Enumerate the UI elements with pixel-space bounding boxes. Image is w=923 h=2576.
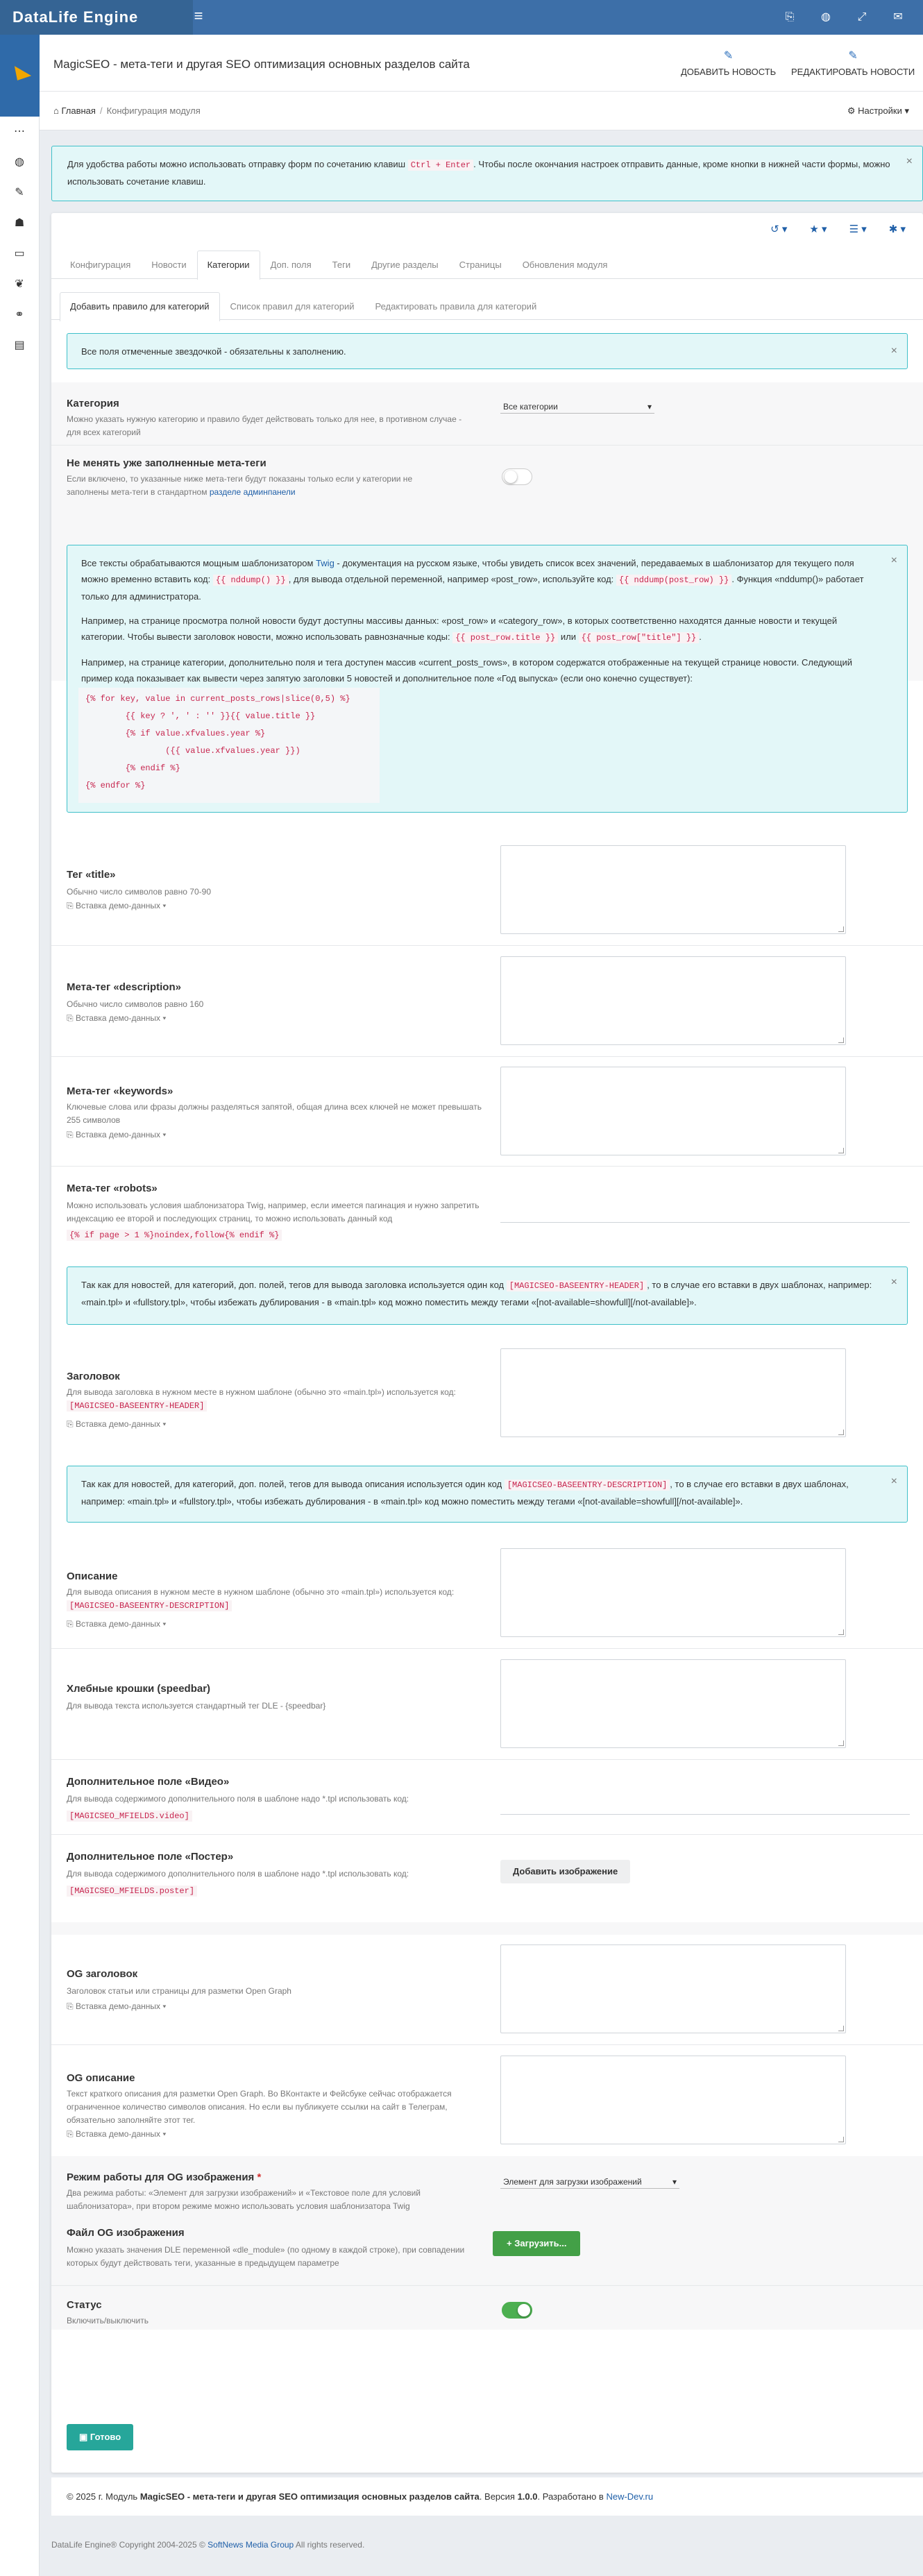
edit-icon: ✎ bbox=[723, 50, 734, 62]
top-bar bbox=[0, 0, 923, 35]
sub-tabs bbox=[51, 292, 923, 320]
mail-icon[interactable]: ✉ bbox=[893, 11, 903, 23]
og-desc-label: OG описание bbox=[67, 2072, 135, 2084]
breadcrumb-current: Конфигурация модуля bbox=[106, 105, 201, 116]
close-icon[interactable]: × bbox=[906, 155, 913, 167]
twig-link[interactable]: Twig bbox=[316, 558, 335, 568]
main-panel bbox=[51, 213, 923, 2473]
expand-icon[interactable]: ⤢ bbox=[857, 11, 867, 23]
app-logo[interactable]: DataLife Engine bbox=[0, 0, 193, 35]
top-icons bbox=[772, 0, 916, 35]
avatar[interactable] bbox=[0, 35, 40, 117]
demo-dropdown[interactable]: ⎘ Вставка демо-данных ▾ bbox=[67, 1619, 167, 1629]
more-icon[interactable]: ⋯ bbox=[14, 126, 25, 137]
section-meta: Тег «title» Обычно число символов равно 70-90 ⎘ Вставка демо-данных ▾ Мета-тег «description» Обычно число символов равно 160 ⎘ Вставка демо-данных ▾ Мета-тег «keywords» Ключевые слова или фразы должны разделяться запятой, общая длина всех ключей не может превышать 255 символов ⎘ Вставка демо-данных ▾ Мета-тег «robots» Можно использовать условия шаблонизатора Twig, например, если имеется пагинация и нужно запретить индексацию ее второй и последующих страниц, то можно использовать данный код {% if page > 1 %}noindex,follow{% endif %} bbox=[51, 834, 923, 1743]
main-tabs bbox=[51, 251, 923, 279]
keywords-textarea[interactable] bbox=[500, 1067, 846, 1155]
breadcrumb: ⌂ Главная / Конфигурация модуля ⚙ Настройки ▾ bbox=[40, 92, 923, 130]
gear-icon[interactable]: ✱ ▾ bbox=[888, 223, 906, 235]
save-icon: ▣ bbox=[79, 2432, 90, 2442]
status-toggle[interactable] bbox=[502, 2302, 532, 2319]
add-image-button[interactable]: Добавить изображение bbox=[500, 1860, 630, 1883]
og-title-textarea[interactable] bbox=[500, 1944, 846, 2033]
tab-categories[interactable]: Категории bbox=[197, 251, 260, 280]
breadcrumb-home[interactable]: Главная bbox=[61, 105, 96, 116]
settings-dropdown[interactable]: ⚙ Настройки ▾ bbox=[847, 105, 909, 116]
copyright-bar: © 2025 г. Модуль MagicSEO - мета-теги и другая SEO оптимизация основных разделов сайта. Версия 1.0.0. Разработано в New-Dev.ru bbox=[51, 2477, 923, 2516]
star-icon[interactable]: ★ ▾ bbox=[809, 223, 827, 235]
og-file-label: Файл OG изображения bbox=[67, 2227, 185, 2239]
panel-toolbar bbox=[770, 223, 906, 235]
category-label: Категория bbox=[67, 398, 119, 409]
page-title: MagicSEO - мета-теги и другая SEO оптимизация основных разделов сайта bbox=[53, 58, 470, 71]
demo-dropdown[interactable]: ⎘ Вставка демо-данных ▾ bbox=[67, 1130, 167, 1139]
demo-dropdown[interactable]: ⎘ Вставка демо-данных ▾ bbox=[67, 1013, 167, 1023]
og-mode-select[interactable]: Элемент для загрузки изображений ▾ bbox=[500, 2176, 679, 2189]
menu-toggle-icon[interactable]: ≡ bbox=[194, 7, 203, 24]
close-icon[interactable]: × bbox=[890, 554, 897, 566]
close-icon[interactable]: × bbox=[890, 1276, 897, 1288]
user-icon[interactable]: ☗ bbox=[14, 217, 25, 229]
description-textarea[interactable] bbox=[500, 956, 846, 1045]
title-textarea[interactable] bbox=[500, 845, 846, 934]
close-icon[interactable]: × bbox=[890, 1475, 897, 1487]
heading-textarea[interactable] bbox=[500, 1348, 846, 1437]
globe-icon[interactable]: ◍ bbox=[15, 156, 24, 168]
heading-label: Заголовок bbox=[67, 1371, 120, 1382]
card-icon[interactable]: ▤ bbox=[14, 339, 25, 351]
company-link[interactable]: SoftNews Media Group bbox=[208, 2540, 294, 2550]
robots-input[interactable] bbox=[500, 1209, 910, 1223]
desc-field-label: Описание bbox=[67, 1570, 118, 1582]
section-og-image: Режим работы для OG изображения * Два режима работы: «Элемент для загрузки изображений» и «Текстовое поле для условий шаблонизатора», при втором режиме можно использовать условия шаблонизатора Twig Элемент для загрузки изображений ▾ Файл OG изображения Можно указать значения DLE переменной «dle_module» (по одному в каждой строке), при совпадении которых будут действовать теги, указанные в предыдущем параметре + Загрузить... Статус Включить/выключить bbox=[51, 2156, 923, 2330]
gear-icon: ⚙ bbox=[847, 105, 858, 116]
tab-xfields[interactable]: Доп. поля bbox=[270, 260, 312, 270]
edit-icon: ✎ bbox=[848, 50, 858, 62]
admin-section-link[interactable]: разделе админпанели bbox=[209, 487, 296, 497]
clear-cache-icon[interactable]: ⎘ bbox=[785, 11, 795, 23]
tab-config[interactable]: Конфигурация bbox=[70, 260, 131, 270]
demo-dropdown[interactable]: ⎘ Вставка демо-данных ▾ bbox=[67, 2001, 167, 2011]
og-desc-textarea[interactable] bbox=[500, 2056, 846, 2144]
page-header bbox=[40, 35, 923, 92]
list-icon[interactable]: ☰ ▾ bbox=[849, 223, 867, 235]
edit-news-button[interactable]: ✎ РЕДАКТИРОВАТЬ НОВОСТИ bbox=[791, 50, 915, 77]
save-button[interactable]: ▣ Готово bbox=[67, 2424, 133, 2450]
twig-code-sample: {% for key, value in current_posts_rows|slice(0,5) %} {{ key ? ', ' : '' }}{{ value.title }} {% if value.xfvalues.year %} ({{ value.xfvalues.year }}) {% endif %} {% endfor %} bbox=[78, 688, 380, 803]
keywords-label: Мета-тег «keywords» bbox=[67, 1085, 173, 1097]
keep-meta-toggle[interactable] bbox=[502, 468, 532, 485]
demo-dropdown[interactable]: ⎘ Вставка демо-данных ▾ bbox=[67, 1419, 167, 1429]
category-desc: Можно указать нужную категорию и правило будет действовать только для нее, в противном случае - для всех категорий bbox=[67, 414, 462, 437]
footer: DataLife Engine® Copyright 2004-2025 © SoftNews Media Group All rights reserved. bbox=[51, 2540, 365, 2550]
home-icon: ⌂ bbox=[53, 105, 62, 116]
leaf-icon[interactable]: ❦ bbox=[15, 278, 24, 290]
speedbar-label: Хлебные крошки (speedbar) bbox=[67, 1683, 211, 1695]
status-label: Статус bbox=[67, 2299, 102, 2311]
section-heading: Заголовок Для вывода заголовка в нужном месте в нужном шаблоне (обычно это «main.tpl») используется код: [MAGICSEO-BASEENTRY-HEADER] ⎘ Вставка демо-данных ▾ bbox=[51, 1341, 923, 1446]
link-icon[interactable]: ⚭ bbox=[15, 309, 24, 321]
subtab-list[interactable]: Список правил для категорий bbox=[230, 301, 355, 312]
tab-pages[interactable]: Страницы bbox=[459, 260, 502, 270]
category-select[interactable]: Все категории ▾ bbox=[500, 400, 654, 414]
keep-meta-label: Не менять уже заполненные мета-теги bbox=[67, 457, 266, 469]
demo-dropdown[interactable]: ⎘ Вставка демо-данных ▾ bbox=[67, 2129, 167, 2139]
keep-meta-desc: Если включено, то указанные ниже мета-теги будут показаны только если у категории не заполнены мета-теги в стандартном разделе админпанели bbox=[67, 474, 413, 497]
og-mode-label: Режим работы для OG изображения * bbox=[67, 2171, 262, 2183]
info-alert: Для удобства работы можно использовать отправку форм по сочетанию клавиш Ctrl + Enter . Чтобы после окончания настроек отправить данные, кроме кнопки в нижней части формы, можно использовать сочетание клавиш. × bbox=[51, 146, 923, 201]
upload-button[interactable]: + Загрузить... bbox=[493, 2231, 580, 2256]
speedbar-textarea[interactable] bbox=[500, 1659, 846, 1748]
wrench-icon[interactable]: ✎ bbox=[15, 187, 24, 198]
desc-field-textarea[interactable] bbox=[500, 1548, 846, 1637]
tab-other[interactable]: Другие разделы bbox=[371, 260, 439, 270]
section-og: OG заголовок Заголовок статьи или страницы для разметки Open Graph ⎘ Вставка демо-данных ▾ OG описание Текст краткого описания для разметки Open Graph. Во ВКонтакте и Фейсбуке сейчас отображается ограниченное количество символов описания. Но если вы публикуете ссылки на сайт в Телеграм, обязательно заполняйте этот тег. ⎘ Вставка демо-данных ▾ bbox=[51, 1935, 923, 2139]
video-label: Дополнительное поле «Видео» bbox=[67, 1776, 230, 1788]
required-alert: Все поля отмеченные звездочкой - обязательны к заполнению. × bbox=[67, 333, 908, 369]
description-label: Мета-тег «description» bbox=[67, 981, 181, 993]
poster-label: Дополнительное поле «Постер» bbox=[67, 1851, 234, 1863]
demo-dropdown[interactable]: ⎘ Вставка демо-данных ▾ bbox=[67, 901, 167, 910]
robots-label: Мета-тег «robots» bbox=[67, 1183, 158, 1194]
description-alert: Так как для новостей, для категорий, доп. полей, тегов для вывода описания используется один код [MAGICSEO-BASEENTRY-DESCRIPTION] , то в случае его вставки в двух шаблонах, например: «main.tpl» и «fullstory.tpl», чтобы избежать дублирования - в «main.tpl» код можно поместить между тегами «[not-available=showfull][/not-available]». × bbox=[67, 1466, 908, 1523]
title-label: Тег «title» bbox=[67, 869, 116, 881]
subtab-add[interactable]: Добавить правило для категорий bbox=[60, 292, 220, 321]
tab-tags[interactable]: Теги bbox=[332, 260, 351, 270]
twig-alert: × Все тексты обрабатываются мощным шаблонизатором Twig - документация на русском языке, чтобы увидеть список всех значений, передаваемых в шаблонизатор для текущего поля можно временно вставить код: {{ nddump() }} , для вывода отдельной переменной, например «post_row», используйте код: {{ nddump(post_row) }} . Функция «nddump()» работает только для администратора. Например, на странице просмотра полной новости будут доступны массивы данных: «post_row» и «category_row», в которых соответственно находятся данные новости и текущей категории. Чтобы вывести заголовок новости, можно использовать равнозначные коды: {{ post_row.title }} или {{ post_row["title"] }} . Например, на странице категории, дополнительно поля и тега доступен массив «current_posts_rows», в котором содержатся отображенные на текущей странице новости. Следующий пример кода показывает как вывести через запятую заголовки 5 новостей и дополнительное поле «Год выпуска» (если оно конечно существует): {% for key, value in current_posts_rows|slice(0,5) %} {{ key ? ', ' : '' }}{{ value.title }} {% if value.xfvalues.year %} ({{ value.xfvalues.year }}) {% endif %} {% endfor %} bbox=[67, 545, 908, 813]
subtab-edit[interactable]: Редактировать правила для категорий bbox=[375, 301, 537, 312]
laptop-icon[interactable]: ▭ bbox=[14, 248, 25, 260]
add-news-button[interactable]: ✎ ДОБАВИТЬ НОВОСТЬ bbox=[681, 50, 777, 77]
header-alert: Так как для новостей, для категорий, доп. полей, тегов для вывода заголовка используется один код [MAGICSEO-BASEENTRY-HEADER] , то в случае его вставки в двух шаблонах, например: «main.tpl» и «fullstory.tpl», чтобы избежать дублирования - в «main.tpl» код можно поместить между тегами «[not-available=showfull][/not-available]». × bbox=[67, 1266, 908, 1325]
dev-link[interactable]: New-Dev.ru bbox=[606, 2491, 654, 2502]
tab-news[interactable]: Новости bbox=[151, 260, 187, 270]
section-desc-extra: Описание Для вывода описания в нужном месте в нужном шаблоне (обычно это «main.tpl») используется код: [MAGICSEO-BASEENTRY-DESCRIPTION] ⎘ Вставка демо-данных ▾ Хлебные крошки (speedbar) Для вывода текста используется стандартный тег DLE - {speedbar} Дополнительное поле «Видео» Для вывода содержимого дополнительного поля в шаблоне надо *.tpl использовать код: [MAGICSEO_MFIELDS.video] Дополнительное поле «Постер» Для вывода содержимого дополнительного поля в шаблоне надо *.tpl использовать код: [MAGICSEO_MFIELDS.poster] Добавить изображение bbox=[51, 1537, 923, 1922]
globe-icon[interactable]: ◍ bbox=[821, 11, 831, 23]
og-title-label: OG заголовок bbox=[67, 1968, 138, 1980]
sidebar bbox=[0, 35, 40, 2576]
video-input[interactable] bbox=[500, 1801, 910, 1815]
close-icon[interactable]: × bbox=[890, 345, 897, 357]
history-icon[interactable]: ↺ ▾ bbox=[770, 223, 788, 235]
tab-updates[interactable]: Обновления модуля bbox=[522, 260, 608, 270]
